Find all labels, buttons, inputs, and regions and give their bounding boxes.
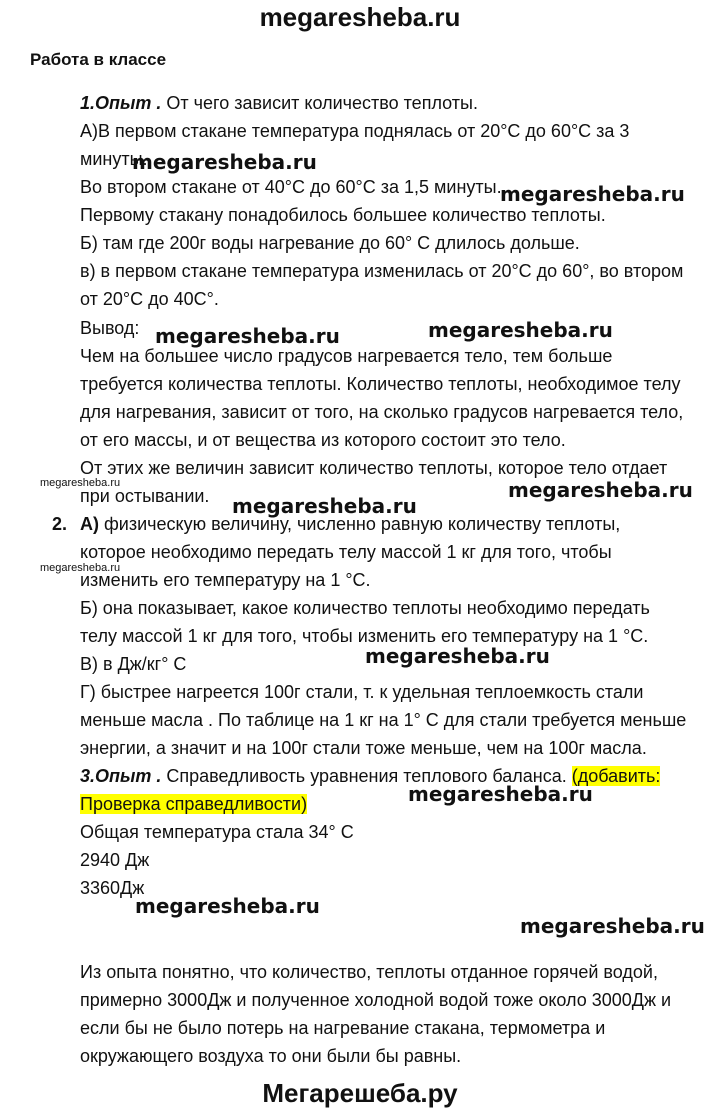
exp1-conclusion-line3: для нагревания, зависит от того, на сколько градусов нагревается тело,	[80, 402, 684, 422]
watermark: megaresheba.ru	[500, 182, 685, 206]
exp1-title-line	[80, 89, 478, 117]
watermark: megaresheba.ru	[428, 318, 613, 342]
exp1-v-line2: от 20°С до 40С°.	[80, 289, 219, 309]
item2-b-line1: Б) она показывает, какое количество теплоты необходимо передать	[80, 598, 650, 618]
exp3-result-3: 3360Дж	[80, 878, 145, 898]
exp1-line4: Первому стакану понадобилось большее количество теплоты.	[80, 205, 606, 225]
header-site-name: megaresheba.ru	[259, 2, 461, 32]
watermark: megaresheba.ru	[232, 494, 417, 518]
item2-b-line2: телу массой 1 кг для того, чтобы изменить его температуру на 1 °С.	[80, 626, 649, 646]
item2-number: 2.	[52, 514, 68, 534]
exp3-highlight-1: (добавить:	[571, 766, 661, 786]
item2-g-line1: Г) быстрее нагреется 100г стали, т. к удельная теплоемкость стали	[80, 682, 644, 702]
item2-a-label: А)	[80, 514, 99, 534]
exp1-a-line2: минуты.	[80, 149, 148, 169]
watermark: megaresheba.ru	[408, 782, 593, 806]
watermark: megaresheba.ru	[155, 324, 340, 348]
exp3-title-rest: Справедливость уравнения теплового баланса.	[161, 766, 572, 786]
exp1-conclusion-line6: при остывании.	[80, 486, 210, 506]
section-title: Работа в классе	[30, 50, 167, 69]
exp1-conclusion-line5: От этих же величин зависит количество теплоты, которое тело отдает	[80, 458, 668, 478]
exp3-final-line3: если бы не было потерь на нагревание стакана, термометра и	[80, 1018, 606, 1038]
footer-site-name: Мегарешеба.ру	[262, 1078, 458, 1108]
exp3-highlight-line	[80, 790, 307, 818]
exp1-a-line1: А)В первом стакане температура поднялась от 20°С до 60°С за 3	[80, 121, 630, 141]
item2-a-text: физическую величину, численно равную количеству теплоты,	[99, 514, 621, 534]
exp1-v-line1: в) в первом стакане температура изменилась от 20°С до 60°, во втором	[80, 261, 684, 281]
exp1-line3: Во втором стакане от 40°С до 60°С за 1,5 минуты.	[80, 177, 502, 197]
exp1-title-rest: От чего зависит количество теплоты.	[161, 93, 478, 113]
watermark: megaresheba.ru	[132, 150, 317, 174]
exp3-final-line4: окружающего воздуха то они были бы равны.	[80, 1046, 462, 1066]
item2-v-line: В) в Дж/кг° С	[80, 654, 187, 674]
exp3-result-1: Общая температура стала 34° С	[80, 822, 354, 842]
exp3-title: 3.Опыт .	[80, 766, 162, 786]
watermark-small: megaresheba.ru	[40, 477, 121, 489]
exp1-b-line: Б) там где 200г воды нагревание до 60° С длилось дольше.	[80, 233, 580, 253]
exp1-conclusion-label: Вывод:	[80, 318, 140, 338]
exp3-final-line2: примерно 3000Дж и полученное холодной водой тоже около 3000Дж и	[80, 990, 672, 1010]
watermark-small: megaresheba.ru	[40, 562, 121, 574]
item2-g-line2: меньше масла . По таблице на 1 кг на 1° С для стали требуется меньше	[80, 710, 687, 730]
exp3-final-line1: Из опыта понятно, что количество, теплоты отданное горячей водой,	[80, 962, 658, 982]
exp1-title: 1.Опыт .	[80, 93, 162, 113]
exp3-highlight-2: Проверка справедливости)	[80, 794, 308, 814]
watermark: megaresheba.ru	[365, 644, 550, 668]
exp1-conclusion-line1: Чем на большее число градусов нагревается тело, тем больше	[80, 346, 613, 366]
item2-a-line2: которое необходимо передать телу массой 1 кг для того, чтобы	[80, 542, 612, 562]
watermark: megaresheba.ru	[520, 914, 705, 938]
item2-g-line3: энергии, а значит и на 100г стали тоже меньше, чем на 100г масла.	[80, 738, 647, 758]
exp1-conclusion-line4: от его массы, и от вещества из которого состоит это тело.	[80, 430, 566, 450]
item2-a-line3: изменить его температуру на 1 °С.	[80, 570, 371, 590]
watermark: megaresheba.ru	[135, 894, 320, 918]
exp1-conclusion-line2: требуется количества теплоты. Количество теплоты, необходимое телу	[80, 374, 681, 394]
watermark: megaresheba.ru	[508, 478, 693, 502]
exp3-result-2: 2940 Дж	[80, 850, 150, 870]
